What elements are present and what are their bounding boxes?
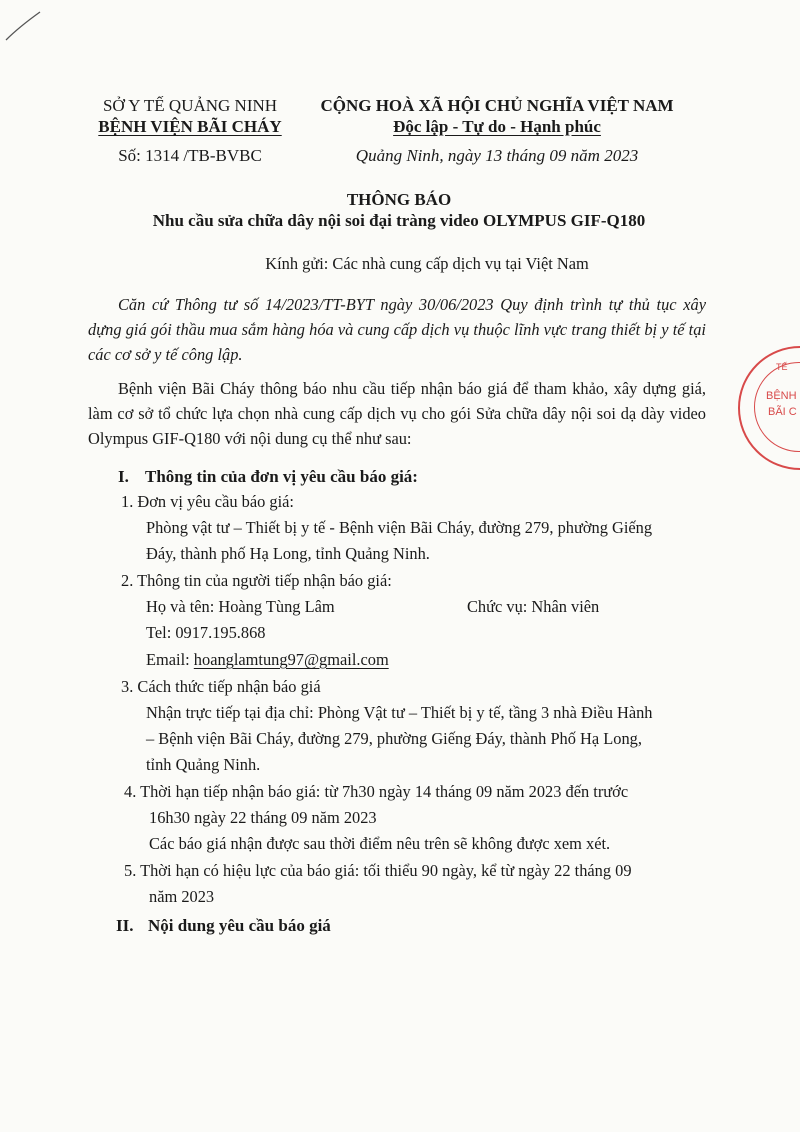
intro-paragraph: Bệnh viện Bãi Cháy thông báo nhu cầu tiếp nhận báo giá để tham khảo, xây dựng giá, làm cơ sở tổ chức lựa chọn nhà cung cấp dịch vụ cho gói Sửa chữa dây nội soi dạ dày video Olympus GIF-Q180 với nội dung cụ thể như sau: <box>88 379 706 448</box>
section1-numeral: I. <box>118 467 129 486</box>
notice-subtitle: Nhu cầu sửa chữa dây nội soi đại tràng video OLYMPUS GIF-Q180 <box>152 211 646 230</box>
org-parent: SỞ Y TẾ QUẢNG NINH <box>102 96 278 115</box>
seal-text-2: BÃI C <box>768 406 797 418</box>
contact-position: Chức vụ: Nhân viên <box>467 597 600 616</box>
contact-tel: Tel: 0917.195.868 <box>146 623 266 642</box>
section2-heading: Nội dung yêu cầu báo giá <box>148 916 331 935</box>
item1-line1: Phòng vật tư – Thiết bị y tế - Bệnh viện Bãi Cháy, đường 279, phường Giếng <box>146 518 653 537</box>
item3-line2: – Bệnh viện Bãi Cháy, đường 279, phường Giếng Đáy, thành Phố Hạ Long, <box>146 729 642 748</box>
item2-label: 2. Thông tin của người tiếp nhận báo giá: <box>121 571 392 590</box>
item5-line2: năm 2023 <box>149 887 215 906</box>
seal-text-1: BỆNH <box>766 390 797 402</box>
contact-name: Họ và tên: Hoàng Tùng Lâm <box>146 597 335 616</box>
item3-line3: tỉnh Quảng Ninh. <box>146 755 261 774</box>
item4-line2: 16h30 ngày 22 tháng 09 năm 2023 <box>149 808 377 827</box>
recipient-line: Kính gửi: Các nhà cung cấp dịch vụ tại Việt Nam <box>265 254 589 273</box>
pen-mark-icon <box>4 8 44 44</box>
item4-label: 4. Thời hạn tiếp nhận báo giá: từ 7h30 ngày 14 tháng 09 năm 2023 đến trước <box>124 782 629 801</box>
notice-title: THÔNG BÁO <box>346 190 452 209</box>
official-seal-icon <box>738 346 800 470</box>
item3-label: 3. Cách thức tiếp nhận báo giá <box>121 677 321 696</box>
contact-email-row <box>146 650 389 670</box>
section1-heading: Thông tin của đơn vị yêu cầu báo giá: <box>145 467 418 486</box>
email-label: Email: <box>146 650 194 669</box>
email-link[interactable]: hoanglamtung97@gmail.com <box>193 650 389 669</box>
place-date: Quảng Ninh, ngày 13 tháng 09 năm 2023 <box>355 146 639 165</box>
seal-text-3: TẾ <box>776 362 788 372</box>
org-name: BỆNH VIỆN BÃI CHÁY <box>98 117 282 136</box>
item3-line1: Nhận trực tiếp tại địa chỉ: Phòng Vật tư – Thiết bị y tế, tầng 3 nhà Điều Hành <box>146 703 653 722</box>
item4-line3: Các báo giá nhận được sau thời điểm nêu trên sẽ không được xem xét. <box>149 834 611 853</box>
legal-basis-paragraph: Căn cứ Thông tư số 14/2023/TT-BYT ngày 30/06/2023 Quy định trình tự thủ tục xây dựng giá gói thầu mua sắm hàng hóa và cung cấp dịch vụ thuộc lĩnh vực trang thiết bị y tế tại các cơ sở y tế công lập. <box>88 295 706 364</box>
national-motto: Độc lập - Tự do - Hạnh phúc <box>393 117 601 136</box>
item1-label: 1. Đơn vị yêu cầu báo giá: <box>121 492 294 511</box>
item5-label: 5. Thời hạn có hiệu lực của báo giá: tối thiểu 90 ngày, kể từ ngày 22 tháng 09 <box>124 861 632 880</box>
item1-line2: Đáy, thành phố Hạ Long, tỉnh Quảng Ninh. <box>146 544 430 563</box>
doc-number: Số: 1314 /TB-BVBC <box>118 146 262 165</box>
section2-numeral: II. <box>116 916 134 935</box>
national-title: CỘNG HOÀ XÃ HỘI CHỦ NGHĨA VIỆT NAM <box>320 96 674 115</box>
